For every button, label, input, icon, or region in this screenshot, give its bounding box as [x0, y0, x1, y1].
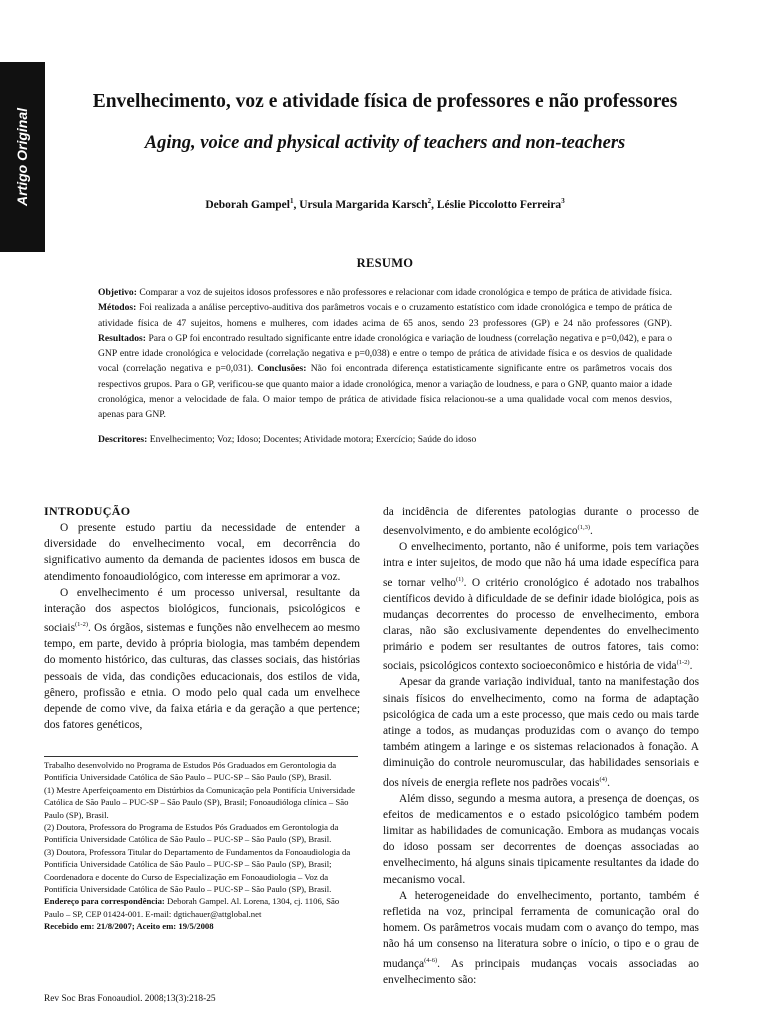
- author-separator: ,: [293, 198, 300, 211]
- footnote-label: Endereço para correspondência:: [44, 896, 165, 907]
- abstract-label: Métodos:: [98, 302, 137, 314]
- footnote-text: Trabalho desenvolvido no Programa de Estudos Pós Graduados em Gerontologia da Pontifícia Universidade Católica de São Paulo – PUC-SP – São Paulo (SP), Brasil.: [44, 760, 337, 783]
- article-title-pt: Envelhecimento, voz e atividade física de professores e não professores: [92, 91, 678, 112]
- author-name: Ursula Margarida Karsch: [299, 198, 428, 211]
- author-name: Léslie Piccolotto Ferreira: [436, 198, 562, 211]
- paragraph-text: A heterogeneidade do envelhecimento, portanto, também é refletida na voz, principal ferramenta de comunicação oral do homem. Os parâmetros vocais mudam com o avanço do tempo, mas não há um consenso na literatura sobre o início, o tipo e o grau de mudança: [383, 889, 699, 970]
- descriptors: [98, 433, 672, 447]
- abstract-text: Comparar a voz de sujeitos idosos professores e não professores e relacionar com idade cronológica e tempo de prática de atividade física.: [136, 287, 672, 298]
- citation: (1-2): [75, 621, 89, 629]
- paragraph-text: O presente estudo partiu da necessidade de entender a diversidade do envelhecimento vocal, em decorrência do significativo aumento da demanda de pacientes idosos em busca de atendimento fonoaudiológico, com interesse em aprimorar a voz.: [44, 522, 360, 583]
- footnotes: [44, 759, 358, 933]
- body-paragraph: [44, 585, 360, 734]
- author-name: Deborah Gampel: [205, 198, 290, 211]
- abstract-label: Objetivo:: [98, 287, 137, 298]
- footnote: [44, 784, 358, 821]
- footnote-divider: [44, 756, 358, 757]
- citation: (1,3): [577, 524, 590, 532]
- footnote: [44, 895, 358, 920]
- paragraph-text: .: [590, 525, 593, 537]
- footnote: [44, 920, 358, 932]
- footnote: [44, 821, 358, 846]
- paragraph-text: .: [607, 776, 610, 789]
- citation: (1-2): [676, 659, 690, 667]
- paragraph-text: . O critério cronológico é adotado nos trabalhos científicos devido à dificuldade de se definir idade biológica, pois as mudanças decorrentes do processo de envelhecimento, embora claras, não são exclusivamente dependentes do envelhecimento primário e podem ser resultantes de outros fatores, tais como: sociais, psicológicos contexto socioeconômico e história de vida: [383, 576, 699, 673]
- abstract-heading: RESUMO: [356, 256, 414, 270]
- paragraph-text: . As principais mudanças vocais associadas ao envelhecimento são:: [383, 957, 699, 986]
- footnote-text: (1) Mestre Aperfeiçoamento em Distúrbios da Comunicação pela Pontifícia Universidade Católica de São Paulo – PUC-SP – São Paulo (SP), Brasil; Fonoaudióloga clínica – São Paulo (SP), Brasil.: [44, 784, 355, 820]
- paragraph-text: da incidência de diferentes patologias durante o processo de desenvolvimento, e do ambiente ecológico: [383, 506, 699, 537]
- abstract: [98, 285, 672, 423]
- abstract-text: Para o GP foi encontrado resultado significante entre idade cronológica e variação de loudness (correlação negativa e p=0,042), e para o GNP entre idade cronológica e velocidade (correlação negativa e p=0,038) e entre o tempo de prática de atividade física e os desvios de qualidade vocal (correlação negativa e p=0,031).: [98, 332, 672, 375]
- descriptors-text: Envelhecimento; Voz; Idoso; Docentes; Atividade motora; Exercício; Saúde do idoso: [147, 434, 477, 445]
- author-separator: ,: [431, 198, 437, 211]
- paragraph-text: O envelhecimento é um processo universal, resultante da interação dos aspectos biológicos, funcionais, psicológicos e sociais: [44, 586, 360, 635]
- footnote: [44, 759, 358, 784]
- body-paragraph: [383, 791, 699, 888]
- abstract-label: Conclusões:: [257, 363, 307, 375]
- paragraph-text: O envelhecimento, portanto, não é uniforme, pois tem variações intra e inter sujeitos, de modo que não há uma idade específica para se tornar velho: [383, 541, 699, 589]
- author-list: [0, 197, 770, 211]
- footnote-text: (2) Doutora, Professora do Programa de Estudos Pós Graduados em Gerontologia da Pontifícia Universidade Católica de São Paulo – PUC-SP – São Paulo (SP), Brasil.: [44, 822, 339, 845]
- body-paragraph: [44, 520, 360, 585]
- footnote-text: Deborah Gampel. Al. Lorena, 1304, cj. 1106, São Paulo – SP, CEP 01424-001. E-mail: dgtichauer@attglobal.net: [44, 896, 340, 919]
- abstract-text: Foi realizada a análise perceptivo-auditiva dos parâmetros vocais e o cruzamento estatístico com idade cronológica e tempo de prática de atividade física de 47 sujeitos, homens e mulheres, com idades acima de 65 anos, sendo 23 professores (GP) e 24 não professores (GNP).: [98, 302, 672, 329]
- footnote: [44, 846, 358, 896]
- section-heading-introducao: INTRODUÇÃO: [44, 504, 131, 518]
- footnote-text: (3) Doutora, Professora Titular do Departamento de Fundamentos da Fonoaudiologia da Pontifícia Universidade Católica de São Paulo – PUC-SP – São Paulo (SP), Brasil; Coordenadora e docente do Curso de Especialização em Fonoaudiologia – Voz da Pontifícia Universidade Católica de São Paulo – PUC-SP – São Paulo (SP), Brasil.: [44, 846, 351, 895]
- article-title-en: Aging, voice and physical activity of teachers and non-teachers: [144, 133, 626, 153]
- citation: (1): [455, 575, 464, 583]
- section-tab-label: Artigo Original: [14, 108, 30, 206]
- journal-reference: Rev Soc Bras Fonoaudiol. 2008;13(3):218-25: [44, 994, 216, 1004]
- body-paragraph: [383, 674, 699, 790]
- footnote-label: Recebido em: 21/8/2007; Aceito em: 19/5/2008: [44, 921, 214, 932]
- abstract-text: Não foi encontrada diferença estatisticamente significante entre os parâmetros vocais dos respectivos grupos. Para o GP, verificou-se que quanto maior a idade cronológica, menor a variação de loudness, e para o GNP, quanto maior a idade cronológica, menor a velocidade de fala. O maior tempo de prática de atividade física relacionou-se a uma qualidade vocal com menos desvios, apenas para GNP.: [98, 363, 673, 421]
- descriptors-label: Descritores:: [98, 434, 148, 445]
- paragraph-text: Além disso, segundo a mesma autora, a presença de doenças, os efeitos de medicamentos e o estado psicológico também podem limitar as habilidades de comunicação. Embora as mudanças vocais do idoso possam ser decorrentes de doenças associadas ao envelhecimento, há alguns sinais tipicamente resultantes da idade do mecanismo vocal.: [383, 792, 699, 886]
- body-paragraph: [383, 888, 699, 988]
- citation: (4): [599, 775, 608, 783]
- body-column-left: [44, 520, 360, 733]
- paragraph-text: .: [689, 660, 693, 673]
- body-paragraph: [383, 539, 699, 674]
- paragraph-text: . Os órgãos, sistemas e funções não envelhecem ao mesmo tempo, em parte, devido à própria biologia, mas também dependem do momento histórico, das culturas, das classes sociais, das histórias pessoais de vida, das condições educacionais, dos estilos de vida, gênero, profissão e etnia. O modo pelo qual cada um envelhece depende de como vive, da faixa etária e da geração a que pertence; dos fatores genéticos,: [44, 622, 360, 732]
- body-column-right: [383, 504, 699, 988]
- citation: (4-6): [424, 956, 438, 964]
- author-affiliation-mark: 2: [427, 197, 432, 205]
- body-paragraph: [383, 504, 699, 539]
- paragraph-text: Apesar da grande variação individual, tanto na manifestação dos sinais físicos do envelhecimento, como na forma de adaptação psicológica de cada um a este processo, que mais cedo ou mais tarde atinge a todos, as mudanças produzidas com o avanço do tempo também atingem a laringe e os sistemas relacionados à fonação. A diminuição do controle neuromuscular, das habilidades sensoriais e dos níveis de energia reflete nos padrões vocais: [383, 676, 699, 789]
- author-affiliation-mark: 3: [561, 197, 565, 205]
- author-affiliation-mark: 1: [289, 197, 294, 205]
- abstract-label: Resultados:: [98, 332, 146, 344]
